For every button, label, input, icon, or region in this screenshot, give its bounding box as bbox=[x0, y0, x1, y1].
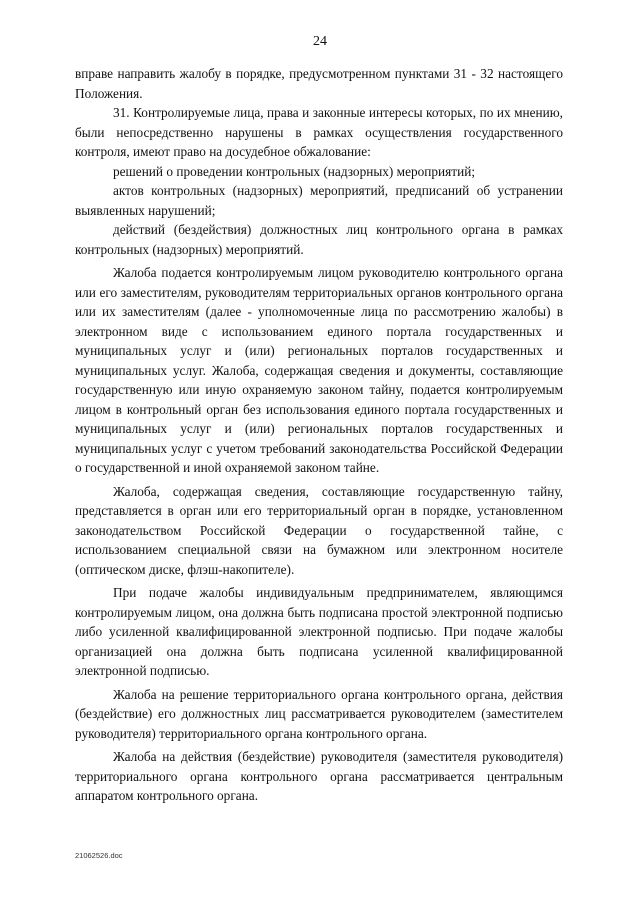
paragraph: Жалоба на действия (бездействие) руководителя (заместителя руководителя) территориального органа контрольного органа рассматривается центральным аппаратом контрольного органа. bbox=[75, 749, 563, 803]
paragraph: Жалоба подается контролируемым лицом руководителю контрольного органа или его заместителям, руководителям территориальных органов контрольного органа или их заместителям (далее - уполномоченные лица по рассмотрению жалобы) в электронном виде с использованием единого портала государственных и муниципальных услуг и (или) региональных порталов государственных и муниципальных услуг. Жалоба, содержащая сведения и документы, составляющие государственную или иную охраняемую законом тайну, подается контролируемым лицом в контрольный орган без использования единого портала государственных и муниципальных услуг и (или) региональных порталов государственных и муниципальных услуг с учетом требований законодательства Российской Федерации о государственной и иной охраняемой законом тайне. bbox=[75, 265, 563, 475]
paragraph-continuation: вправе направить жалобу в порядке, предусмотренном пунктами 31 - 32 настоящего Положения. bbox=[75, 66, 563, 101]
paragraph-item-31: 31. Контролируемые лица, права и законные интересы которых, по их мнению, были непосредственно нарушены в рамках осуществления государственного контроля, имеют право на досудебное обжалование: bbox=[75, 105, 563, 159]
paragraph-list-item: действий (бездействия) должностных лиц контрольного органа в рамках контрольных (надзорных) мероприятий. bbox=[75, 222, 563, 257]
paragraph: Жалоба на решение территориального органа контрольного органа, действия (бездействие) его должностных лиц рассматривается руководителем (заместителем руководителя) территориального органа контрольного органа. bbox=[75, 686, 563, 741]
document-body bbox=[75, 64, 563, 806]
paragraph-list-item: решений о проведении контрольных (надзорных) мероприятий; bbox=[113, 163, 476, 179]
footer-file-code: 21062526.doc bbox=[75, 851, 123, 860]
paragraph: Жалоба, содержащая сведения, составляющие государственную тайну, представляется в орган или его территориальный орган в порядке, установленном законодательством Российской Федерации о государственной тайне, с использованием специальной связи на бумажном или электронном носителе (оптическом диске, флэш-накопителе). bbox=[75, 483, 563, 577]
page-number: 24 bbox=[313, 34, 327, 49]
paragraph-list-item: актов контрольных (надзорных) мероприятий, предписаний об устранении выявленных нарушений; bbox=[75, 183, 563, 218]
paragraph: При подаче жалобы индивидуальным предпринимателем, являющимся контролируемым лицом, она должна быть подписана простой электронной подписью либо усиленной квалифицированной электронной подписью. При подаче жалобы организацией она должна быть подписана усиленной квалифицированной электронной подписью. bbox=[75, 585, 563, 678]
